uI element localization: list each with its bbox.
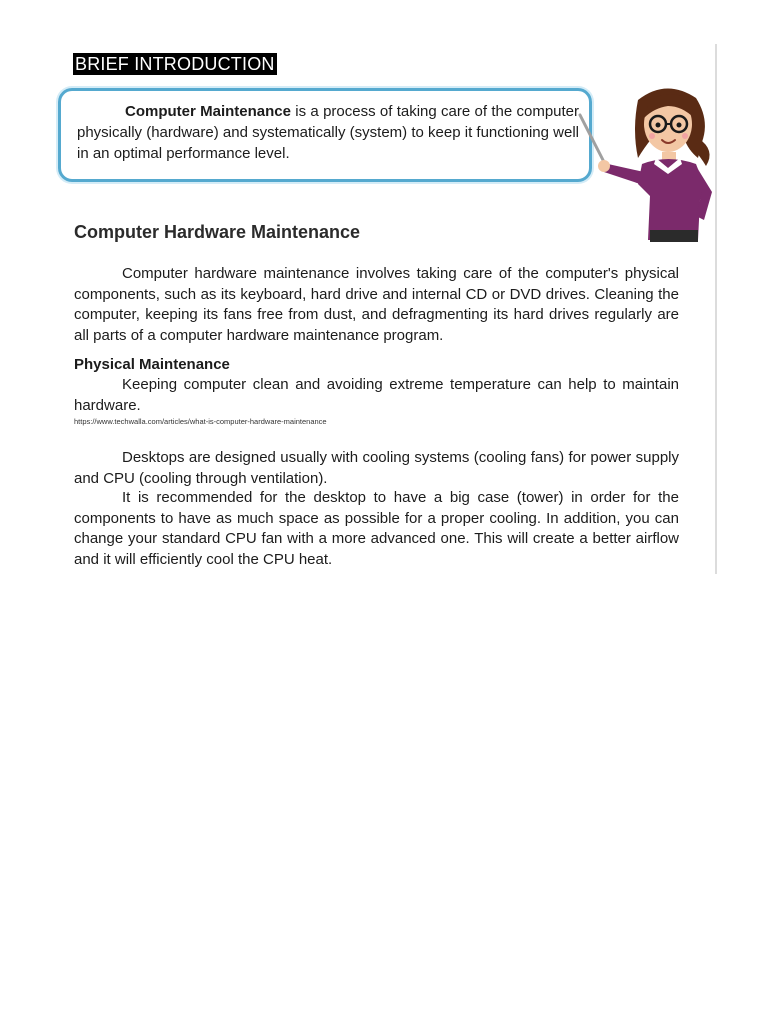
definition-text: is a process of taking care of the computer physically (hardware) and systematically (system) to keep it functioning well in an optimal performance level. (77, 103, 580, 162)
definition-box (58, 88, 592, 182)
cooling-paragraph-1 (74, 448, 679, 489)
source-link[interactable]: https://www.techwalla.com/articles/what-is-computer-hardware-maintenance (74, 417, 327, 426)
teacher-with-pointer-icon (578, 80, 718, 245)
definition-term: Computer Maintenance (125, 103, 291, 120)
cooling-text-1: Desktops are designed usually with cooling systems (cooling fans) for power supply and CPU (cooling through ventilation). (74, 449, 679, 487)
cooling-text-2: It is recommended for the desktop to have a big case (tower) in order for the components to have as much space as possible for a proper cooling. In addition, you can change your standard CPU fan with a more advanced one. This will create a better airflow and it will efficiently cool the CPU heat. (74, 489, 679, 568)
cooling-paragraph-2 (74, 488, 679, 570)
hardware-intro-text: Computer hardware maintenance involves taking care of the computer's physical components, such as its keyboard, hard drive and internal CD or DVD drives. Cleaning the computer, keeping its fans free from dust, and defragmenting its hard drives regularly are all parts of a computer hardware maintenance program. (74, 265, 679, 344)
hardware-intro-paragraph (74, 264, 679, 346)
physical-maintenance-text: Keeping computer clean and avoiding extreme temperature can help to maintain hardware. (74, 376, 679, 414)
physical-maintenance-paragraph (74, 375, 679, 416)
physical-maintenance-title: Physical Maintenance (74, 356, 230, 373)
section-heading: BRIEF INTRODUCTION (75, 54, 275, 74)
hardware-maintenance-title: Computer Hardware Maintenance (74, 222, 361, 242)
